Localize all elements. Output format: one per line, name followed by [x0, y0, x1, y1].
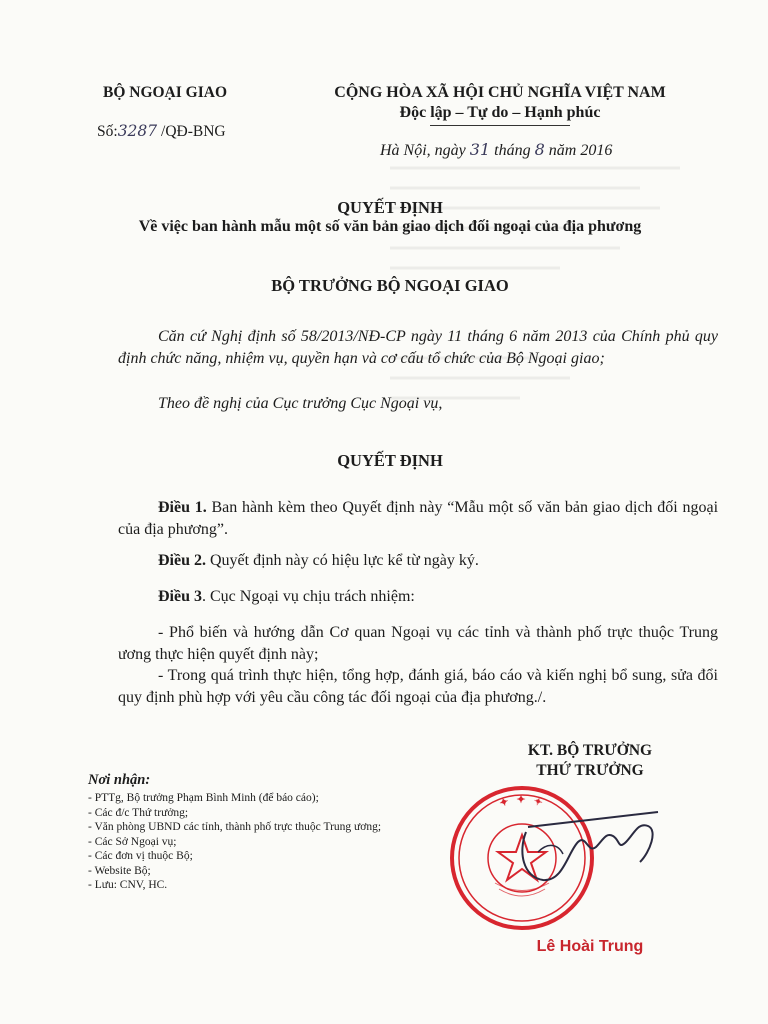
recipient-item: - Văn phòng UBND các tỉnh, thành phố trực thuộc Trung ương; — [88, 821, 382, 833]
recipient-item: - Website Bộ; — [88, 864, 151, 877]
article-label: Điều 3 — [158, 588, 202, 605]
decision-title: QUYẾT ĐỊNH — [337, 198, 443, 217]
svg-text:✦ ✦ ✦: ✦ ✦ ✦ — [498, 794, 546, 810]
recipient-item: - Các đơn vị thuộc Bộ; — [88, 850, 193, 862]
legal-basis-2: Theo đề nghị của Cục trưởng Cục Ngoại vụ, — [158, 395, 443, 412]
date-prefix: Hà Nội, ngày — [380, 142, 470, 159]
handwritten-signature — [508, 792, 678, 892]
article-text: Quyết định này có hiệu lực kể từ ngày ký. — [206, 552, 479, 569]
legal-basis-1: Căn cứ Nghị định số 58/2013/NĐ-CP ngày 11 tháng 6 năm 2013 của Chính phủ quy định chức năng, nhiệm vụ, quyền hạn và cơ cấu tổ chức của Bộ Ngoại giao; — [118, 328, 718, 367]
national-motto: Độc lập – Tự do – Hạnh phúc — [399, 104, 601, 121]
signer-title: THỨ TRƯỞNG — [536, 762, 644, 779]
signing-authority: KT. BỘ TRƯỞNG — [527, 742, 653, 759]
recipient-item: - Các đ/c Thứ trưởng; — [88, 806, 189, 819]
article-3 — [118, 586, 718, 608]
article-1 — [118, 497, 718, 540]
decides-heading: QUYẾT ĐỊNH — [337, 451, 443, 470]
date-month: 8 — [534, 140, 545, 159]
document-number-suffix: /QĐ-BNG — [157, 123, 226, 140]
article-text: . Cục Ngoại vụ chịu trách nhiệm: — [202, 588, 415, 605]
recipients-heading: Nơi nhận: — [88, 772, 151, 788]
recipient-item: - Lưu: CNV, HC. — [88, 879, 168, 891]
article-label: Điều 1. — [158, 499, 207, 516]
article-2 — [118, 550, 718, 572]
recipient-item: - Các Sở Ngoại vụ; — [88, 835, 177, 848]
signer-name: Lê Hoài Trung — [536, 938, 644, 955]
republic-heading: CỘNG HÒA XÃ HỘI CHỦ NGHĨA VIỆT NAM — [334, 84, 666, 101]
document-number-prefix: Số: — [97, 123, 118, 140]
date-day: 31 — [469, 140, 491, 159]
date-suffix: năm 2016 — [544, 142, 613, 159]
motto-underline — [430, 125, 570, 126]
issuing-authority: BỘ TRƯỞNG BỘ NGOẠI GIAO — [271, 276, 509, 295]
recipient-item: - PTTg, Bộ trưởng Phạm Bình Minh (để báo cáo); — [88, 792, 319, 804]
article-text: Ban hành kèm theo Quyết định này “Mẫu một số văn bản giao dịch đối ngoại của địa phương”. — [118, 499, 719, 538]
ministry-name: BỘ NGOẠI GIAO — [102, 84, 227, 101]
document-number — [97, 122, 226, 141]
responsibility-item: - Trong quá trình thực hiện, tổng hợp, đánh giá, báo cáo và kiến nghị bổ sung, sửa đổi quy định phù hợp với yêu cầu công tác đối ngoại của địa phương./. — [118, 667, 718, 706]
recipients-block — [88, 772, 448, 893]
responsibility-item: - Phổ biến và hướng dẫn Cơ quan Ngoại vụ các tỉnh và thành phố trực thuộc Trung ương thực hiện quyết định này; — [118, 624, 718, 663]
issue-date — [380, 140, 612, 160]
document-number-handwritten: 3287 — [117, 122, 158, 140]
article-label: Điều 2. — [158, 552, 206, 569]
date-middle: tháng — [490, 142, 535, 159]
decision-subject: Về việc ban hành mẫu một số văn bản giao dịch đối ngoại của địa phương — [138, 218, 642, 235]
